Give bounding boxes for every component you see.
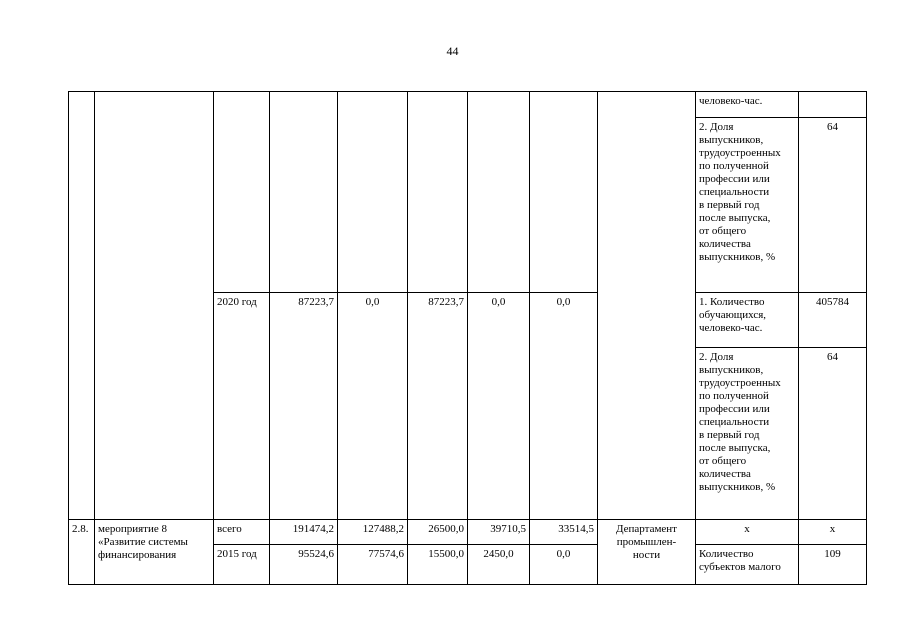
other-cell: [530, 92, 598, 293]
row-number-cell: 2.8.: [69, 520, 95, 585]
executor-cell: Департамент промышлен- ности: [598, 520, 696, 585]
program-table: [68, 91, 867, 585]
year-cell: 2015 год: [214, 545, 270, 585]
indicator-cell: 2. Доля выпускников, трудоустроенных по полученной профессии или специальности в первый год после выпуска, от общего количества выпускников, %: [696, 118, 799, 293]
municipal-cell: 0,0: [468, 293, 530, 520]
federal-cell: 127488,2: [338, 520, 408, 545]
indicator-cell: Количество субъектов малого: [696, 545, 799, 585]
target-value-cell: 405784: [799, 293, 867, 348]
total-cell: [270, 92, 338, 293]
federal-cell: [338, 92, 408, 293]
indicator-cell: 1. Количество обучающихся, человеко-час.: [696, 293, 799, 348]
target-value-cell: х: [799, 520, 867, 545]
event-name-cell: [95, 92, 214, 520]
municipal-cell: [468, 92, 530, 293]
municipal-cell: 39710,5: [468, 520, 530, 545]
regional-cell: [408, 92, 468, 293]
regional-cell: 26500,0: [408, 520, 468, 545]
total-cell: 87223,7: [270, 293, 338, 520]
municipal-cell: 2450,0: [468, 545, 530, 585]
executor-cell: [598, 92, 696, 520]
indicator-cell: человеко-час.: [696, 92, 799, 118]
indicator-cell: 2. Доля выпускников, трудоустроенных по полученной профессии или специальности в первый год после выпуска, от общего количества выпускников, %: [696, 348, 799, 520]
target-value-cell: 64: [799, 118, 867, 293]
row-number-cell: [69, 92, 95, 520]
other-cell: 33514,5: [530, 520, 598, 545]
table-row: [69, 92, 867, 118]
page-number: 44: [446, 44, 459, 58]
year-cell: всего: [214, 520, 270, 545]
year-cell: 2020 год: [214, 293, 270, 520]
total-cell: 191474,2: [270, 520, 338, 545]
target-value-cell: [799, 92, 867, 118]
year-cell: [214, 92, 270, 293]
indicator-cell: х: [696, 520, 799, 545]
other-cell: 0,0: [530, 545, 598, 585]
target-value-cell: 109: [799, 545, 867, 585]
federal-cell: 77574,6: [338, 545, 408, 585]
target-value-cell: 64: [799, 348, 867, 520]
event-name-cell: мероприятие 8 «Развитие системы финансирования: [95, 520, 214, 585]
regional-cell: 15500,0: [408, 545, 468, 585]
federal-cell: 0,0: [338, 293, 408, 520]
other-cell: 0,0: [530, 293, 598, 520]
regional-cell: 87223,7: [408, 293, 468, 520]
total-cell: 95524,6: [270, 545, 338, 585]
table-row: [69, 520, 867, 545]
